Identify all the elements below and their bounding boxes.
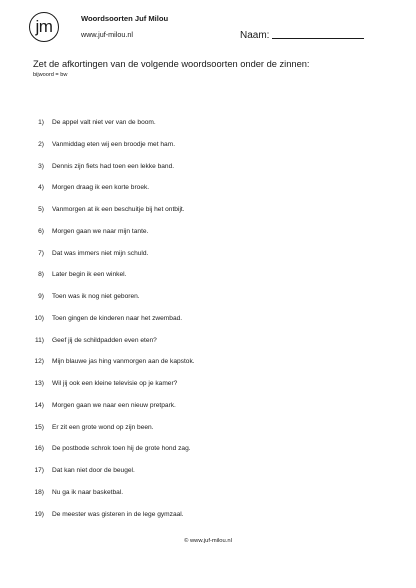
sentence-item [0,137,416,159]
sentence-text: Later begin ik een winkel. [52,271,127,279]
sentence-number: 3) [38,162,44,170]
sentence-item [0,485,416,507]
brand-title: Woordsoorten Juf Milou [81,14,169,23]
sentence-number: 6) [38,227,44,235]
sentence-item [0,420,416,442]
sentence-number: 5) [38,206,44,213]
sentence-text: Toen gingen de kinderen naar het zwembad. [52,314,183,322]
sentence-number: 14) [34,401,44,409]
sentence-item [0,224,416,246]
instruction-text: Zet de afkortingen van de volgende woordsoorten onder de zinnen: [33,59,310,69]
sentence-number: 13) [34,380,44,387]
sentence-text: Er zit een grote wond op zijn been. [52,423,154,431]
sentence-item [0,354,416,376]
sentence-item [0,289,416,311]
sentence-item [0,180,416,202]
name-line [272,38,364,39]
sentence-text: Dat was immers niet mijn schuld. [52,249,149,257]
sentence-text: Morgen gaan we naar een nieuw pretpark. [52,401,176,409]
sentence-number: 7) [38,249,44,257]
sentence-number: 4) [38,184,44,192]
sentence-number: 19) [34,510,44,518]
sentence-item [0,398,416,420]
sentence-text: Geef jij de schildpadden even eten? [52,336,157,344]
sentence-item [0,376,416,398]
sentence-item [0,333,416,355]
sentence-text: Morgen draag ik een korte broek. [52,184,150,192]
sentence-item [0,115,416,137]
sentence-text: De appel valt niet ver van de boom. [52,119,156,126]
sentence-number: 18) [34,488,44,496]
sentence-text: Wil jij ook een kleine televisie op je kamer? [52,380,178,387]
sentence-text: De postbode schrok toen hij de grote hond zag. [52,445,191,453]
sentence-text: De meester was gisteren in de lege gymzaal. [52,510,184,518]
sentence-list [0,115,416,528]
sentence-text: Vanmorgen at ik een beschuitje bij het ontbijt. [52,206,185,213]
sentence-number: 12) [34,358,44,366]
sentence-item [0,159,416,181]
sentence-text: Nu ga ik naar basketbal. [52,488,124,496]
sentence-number: 15) [34,423,44,431]
sentence-number: 10) [34,314,44,322]
name-label: Naam: [240,30,270,41]
sentence-item [0,441,416,463]
sentence-number: 8) [38,271,44,279]
sentence-number: 1) [38,119,44,126]
sentence-number: 11) [34,336,44,344]
sentence-number: 17) [34,467,44,474]
sentence-text: Dennis zijn fiets had toen een lekke band. [52,162,175,170]
sentence-text: Morgen gaan we naar mijn tante. [52,227,149,235]
sentence-item [0,267,416,289]
logo [29,12,59,42]
sentence-number: 9) [38,293,44,300]
sentence-item [0,311,416,333]
sentence-item [0,246,416,268]
brand-url: www.juf-milou.nl [81,30,133,39]
sentence-item [0,463,416,485]
sentence-text: Toen was ik nog niet geboren. [52,293,140,300]
abbreviation-note: bijwoord = bw [33,72,68,78]
footer-copyright: © www.juf-milou.nl [184,538,232,544]
sentence-number: 2) [38,140,44,148]
sentence-item [0,507,416,529]
sentence-item [0,202,416,224]
sentence-number: 16) [34,445,44,453]
sentence-text: Vanmiddag eten wij een broodje met ham. [52,140,176,148]
logo-text: jm [35,16,53,36]
sentence-text: Mijn blauwe jas hing vanmorgen aan de kapstok. [52,358,195,366]
sentence-text: Dat kan niet door de beugel. [52,467,135,474]
